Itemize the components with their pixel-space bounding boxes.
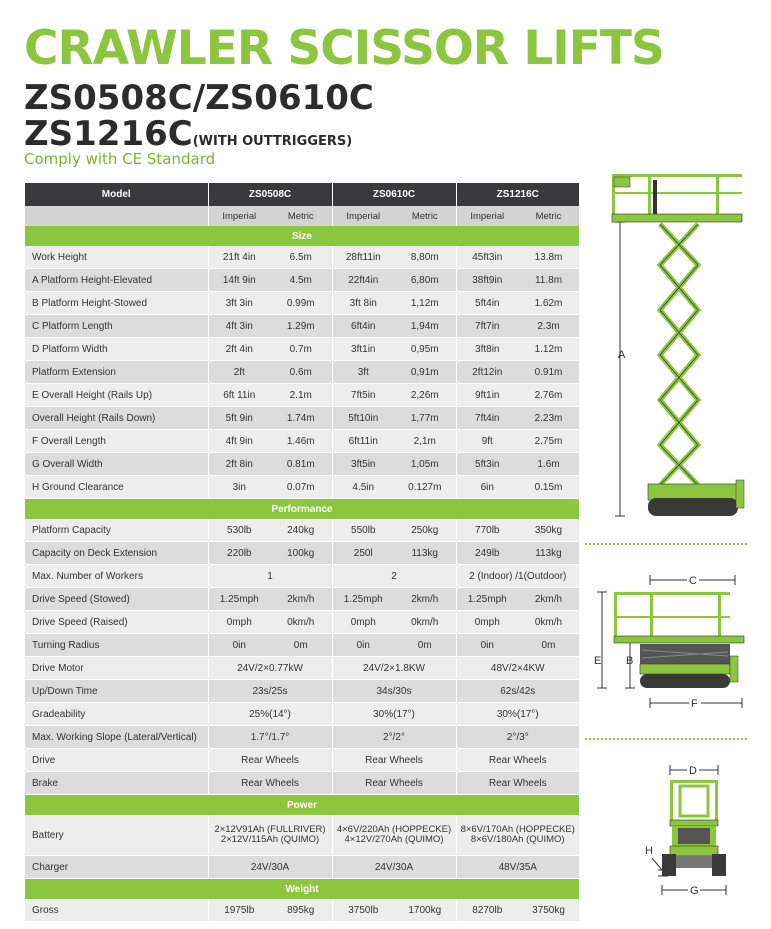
value-cell: 6ft 11in (208, 384, 270, 407)
value-cell: 0m (518, 634, 579, 657)
value-cell: 0.127m (394, 476, 456, 499)
value-cell: 5ft3in (456, 453, 518, 476)
dim-label-c: C (689, 575, 697, 587)
unit-header-row (25, 206, 579, 226)
row-label: Platform Extension (25, 361, 208, 384)
value-cell: 2,1m (394, 430, 456, 453)
value-cell: 0,95m (394, 338, 456, 361)
value-cell: 24V/2×0.77kW (208, 657, 332, 680)
value-cell: 240kg (270, 519, 332, 542)
value-cell: 2.3m (518, 315, 579, 338)
table-row (25, 315, 579, 338)
value-cell: 24V/2×1.8KW (332, 657, 456, 680)
table-row (25, 453, 579, 476)
battery-line: 4×6V/220Ah (HOPPECKE) (336, 824, 452, 835)
value-cell: 3750lb (332, 899, 394, 922)
value-cell: 25%(14°) (208, 703, 332, 726)
value-cell: 1.7°/1.7° (208, 726, 332, 749)
table-row (25, 407, 579, 430)
value-cell: 0.99m (270, 292, 332, 315)
value-cell: 9ft1in (456, 384, 518, 407)
value-cell: 30%(17°) (456, 703, 579, 726)
value-cell: 6ft11in (332, 430, 394, 453)
value-cell: 24V/30A (208, 856, 332, 879)
row-label: Charger (25, 856, 208, 879)
value-cell: 1700kg (394, 899, 456, 922)
value-cell: 2,26m (394, 384, 456, 407)
table-row (25, 269, 579, 292)
value-cell: 1.62m (518, 292, 579, 315)
value-cell: 3750kg (518, 899, 579, 922)
value-cell: 2ft12in (456, 361, 518, 384)
table-header-row (25, 183, 579, 206)
row-label: C Platform Length (25, 315, 208, 338)
value-cell: 2 (Indoor) /1(Outdoor) (456, 565, 579, 588)
battery-cell (208, 815, 332, 856)
value-cell: 62s/42s (456, 680, 579, 703)
value-cell: 0.81m (270, 453, 332, 476)
value-cell: 6in (456, 476, 518, 499)
value-cell: 24V/30A (332, 856, 456, 879)
value-cell: 2.1m (270, 384, 332, 407)
value-cell: 8270lb (456, 899, 518, 922)
row-label: Drive Speed (Stowed) (25, 588, 208, 611)
value-cell: 5ft4in (456, 292, 518, 315)
value-cell: 2km/h (270, 588, 332, 611)
page-title: CRAWLER SCISSOR LIFTS (24, 21, 664, 76)
stowed-lift-illustration (590, 570, 750, 715)
table-row (25, 361, 579, 384)
value-cell: 14ft 9in (208, 269, 270, 292)
battery-line: 4×12V/270Ah (QUIMO) (344, 834, 444, 845)
value-cell: 1.6m (518, 453, 579, 476)
table-row (25, 338, 579, 361)
value-cell: 113kg (394, 542, 456, 565)
value-cell: 2°/3° (456, 726, 579, 749)
value-cell: 5ft10in (332, 407, 394, 430)
value-cell: 3ft5in (332, 453, 394, 476)
section-header-power: Power (25, 795, 579, 816)
value-cell: 1.29m (270, 315, 332, 338)
value-cell: 895kg (270, 899, 332, 922)
outrigger-note: (WITH OUTTRIGGERS) (192, 134, 353, 149)
section-header-weight: Weight (25, 879, 579, 900)
row-label: Max. Number of Workers (25, 565, 208, 588)
value-cell: 30%(17°) (332, 703, 456, 726)
header-zs0508c: ZS0508C (208, 183, 332, 206)
value-cell: 0.15m (518, 476, 579, 499)
value-cell: 100kg (270, 542, 332, 565)
value-cell: 0.7m (270, 338, 332, 361)
value-cell: 48V/2×4KW (456, 657, 579, 680)
value-cell: 2°/2° (332, 726, 456, 749)
value-cell: 1975lb (208, 899, 270, 922)
table-row (25, 657, 579, 680)
value-cell: 3ft 8in (332, 292, 394, 315)
value-cell: 7ft5in (332, 384, 394, 407)
battery-line: 8×6V/180Ah (QUIMO) (470, 834, 565, 845)
value-cell: 0km/h (270, 611, 332, 634)
table-row (25, 519, 579, 542)
value-cell: 6,80m (394, 269, 456, 292)
row-label: D Platform Width (25, 338, 208, 361)
row-label: Gradeability (25, 703, 208, 726)
row-label: Drive Speed (Raised) (25, 611, 208, 634)
value-cell: 0mph (208, 611, 270, 634)
battery-line: 8×6V/170Ah (HOPPECKE) (460, 824, 575, 835)
value-cell: 2ft 8in (208, 453, 270, 476)
unit-imperial: Imperial (456, 206, 518, 226)
unit-imperial: Imperial (208, 206, 270, 226)
table-row (25, 749, 579, 772)
row-label: Up/Down Time (25, 680, 208, 703)
value-cell: Rear Wheels (332, 749, 456, 772)
header-zs1216c: ZS1216C (456, 183, 579, 206)
model-heading-zs1216c: ZS1216C (24, 114, 193, 154)
section-header-row (25, 499, 579, 520)
value-cell: 2km/h (518, 588, 579, 611)
value-cell: 7ft4in (456, 407, 518, 430)
row-label: B Platform Height-Stowed (25, 292, 208, 315)
value-cell: 250kg (394, 519, 456, 542)
battery-cell (332, 815, 456, 856)
row-label: Gross (25, 899, 208, 922)
value-cell: 0,91m (394, 361, 456, 384)
value-cell: 0.07m (270, 476, 332, 499)
value-cell: 770lb (456, 519, 518, 542)
section-header-performance: Performance (25, 499, 579, 520)
value-cell: 38ft9in (456, 269, 518, 292)
row-label: Battery (25, 815, 208, 856)
value-cell: 1.25mph (208, 588, 270, 611)
value-cell: 3in (208, 476, 270, 499)
table-row (25, 384, 579, 407)
value-cell: 13.8m (518, 246, 579, 269)
row-label: Drive Motor (25, 657, 208, 680)
value-cell: 1.25mph (456, 588, 518, 611)
value-cell: 1.25mph (332, 588, 394, 611)
value-cell: Rear Wheels (208, 772, 332, 795)
table-row (25, 815, 579, 856)
value-cell: 1.46m (270, 430, 332, 453)
dim-label-d: D (689, 765, 697, 777)
unit-metric: Metric (518, 206, 579, 226)
value-cell: 2 (332, 565, 456, 588)
row-label: Capacity on Deck Extension (25, 542, 208, 565)
value-cell: 0in (332, 634, 394, 657)
value-cell: 2.75m (518, 430, 579, 453)
value-cell: 11.8m (518, 269, 579, 292)
row-label: Turning Radius (25, 634, 208, 657)
value-cell: 2ft (208, 361, 270, 384)
value-cell: 23s/25s (208, 680, 332, 703)
value-cell: 1,94m (394, 315, 456, 338)
value-cell: 3ft1in (332, 338, 394, 361)
front-view-illustration (630, 758, 740, 903)
value-cell: 0in (208, 634, 270, 657)
value-cell: 1.74m (270, 407, 332, 430)
unit-blank (25, 206, 208, 226)
battery-line: 2×12V91Ah (FULLRIVER) (214, 824, 326, 835)
value-cell: 0in (456, 634, 518, 657)
section-header-row (25, 226, 579, 246)
value-cell: Rear Wheels (456, 749, 579, 772)
unit-imperial: Imperial (332, 206, 394, 226)
value-cell: 2.23m (518, 407, 579, 430)
table-row (25, 246, 579, 269)
value-cell: 0m (394, 634, 456, 657)
value-cell: 5ft 9in (208, 407, 270, 430)
row-label: Platform Capacity (25, 519, 208, 542)
battery-cell (456, 815, 579, 856)
value-cell: 550lb (332, 519, 394, 542)
ce-standard-note: Comply with CE Standard (24, 150, 216, 168)
value-cell: 3ft 3in (208, 292, 270, 315)
table-row (25, 430, 579, 453)
table-row (25, 634, 579, 657)
table-row (25, 703, 579, 726)
table-row (25, 565, 579, 588)
value-cell: 1,05m (394, 453, 456, 476)
value-cell: Rear Wheels (208, 749, 332, 772)
unit-metric: Metric (270, 206, 332, 226)
dim-label-f: F (691, 698, 698, 710)
value-cell: 2.76m (518, 384, 579, 407)
value-cell: 3ft8in (456, 338, 518, 361)
section-header-row (25, 795, 579, 816)
value-cell: 0mph (456, 611, 518, 634)
value-cell: 0km/h (518, 611, 579, 634)
header-model: Model (25, 183, 208, 206)
model-heading-line1: ZS0508C/ZS0610C (24, 78, 374, 118)
row-label: F Overall Length (25, 430, 208, 453)
value-cell: 1.12m (518, 338, 579, 361)
table-row (25, 772, 579, 795)
value-cell: 0.6m (270, 361, 332, 384)
value-cell: 9ft (456, 430, 518, 453)
row-label: Max. Working Slope (Lateral/Vertical) (25, 726, 208, 749)
table-row (25, 588, 579, 611)
section-header-size: Size (25, 226, 579, 246)
value-cell: 530lb (208, 519, 270, 542)
figure-divider (585, 543, 747, 545)
value-cell: 4ft 3in (208, 315, 270, 338)
row-label: A Platform Height-Elevated (25, 269, 208, 292)
value-cell: 0km/h (394, 611, 456, 634)
value-cell: 1,77m (394, 407, 456, 430)
value-cell: 8,80m (394, 246, 456, 269)
spec-table (25, 183, 579, 922)
value-cell: Rear Wheels (332, 772, 456, 795)
value-cell: 2ft 4in (208, 338, 270, 361)
value-cell: Rear Wheels (456, 772, 579, 795)
value-cell: 21ft 4in (208, 246, 270, 269)
table-row (25, 856, 579, 879)
table-row (25, 680, 579, 703)
row-label: E Overall Height (Rails Up) (25, 384, 208, 407)
value-cell: 45ft3in (456, 246, 518, 269)
dim-label-a: A (618, 349, 626, 361)
value-cell: 3ft (332, 361, 394, 384)
value-cell: 220lb (208, 542, 270, 565)
value-cell: 28ft11in (332, 246, 394, 269)
value-cell: 1,12m (394, 292, 456, 315)
value-cell: 2km/h (394, 588, 456, 611)
table-row (25, 542, 579, 565)
battery-line: 2×12V/115Ah (QUIMO) (220, 834, 320, 845)
value-cell: 4.5in (332, 476, 394, 499)
row-label: Work Height (25, 246, 208, 269)
value-cell: 249lb (456, 542, 518, 565)
value-cell: 6.5m (270, 246, 332, 269)
table-row (25, 899, 579, 922)
value-cell: 4ft 9in (208, 430, 270, 453)
value-cell: 7ft7in (456, 315, 518, 338)
value-cell: 350kg (518, 519, 579, 542)
dim-label-h: H (645, 845, 653, 857)
dim-label-b: B (626, 655, 634, 667)
table-row (25, 476, 579, 499)
header-zs0610c: ZS0610C (332, 183, 456, 206)
value-cell: 113kg (518, 542, 579, 565)
value-cell: 6ft4in (332, 315, 394, 338)
elevated-lift-illustration (598, 170, 748, 525)
value-cell: 0mph (332, 611, 394, 634)
row-label: G Overall Width (25, 453, 208, 476)
value-cell: 48V/35A (456, 856, 579, 879)
row-label: H Ground Clearance (25, 476, 208, 499)
dim-label-e: E (594, 655, 602, 667)
spec-table-body (25, 183, 579, 922)
value-cell: 1 (208, 565, 332, 588)
value-cell: 4.5m (270, 269, 332, 292)
value-cell: 0.91m (518, 361, 579, 384)
table-row (25, 611, 579, 634)
section-header-row (25, 879, 579, 900)
value-cell: 250l (332, 542, 394, 565)
unit-metric: Metric (394, 206, 456, 226)
value-cell: 0m (270, 634, 332, 657)
row-label: Brake (25, 772, 208, 795)
figure-divider (585, 738, 747, 740)
table-row (25, 292, 579, 315)
table-row (25, 726, 579, 749)
row-label: Overall Height (Rails Down) (25, 407, 208, 430)
value-cell: 22ft4in (332, 269, 394, 292)
value-cell: 34s/30s (332, 680, 456, 703)
row-label: Drive (25, 749, 208, 772)
dim-label-g: G (690, 885, 699, 897)
